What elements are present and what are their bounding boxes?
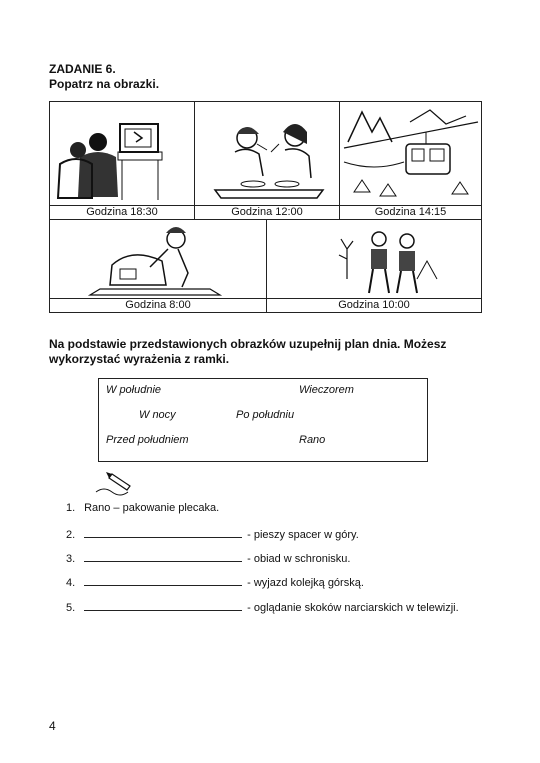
hikers-icon — [267, 219, 481, 299]
pictures-grid — [49, 101, 482, 313]
instruction-text: Na podstawie przedstawionych obrazków uzupełnij plan dnia. Możesz wykorzystać wyrażenia z ramki. — [49, 337, 447, 366]
list-item — [66, 551, 350, 565]
task-title: ZADANIE 6. — [49, 62, 116, 76]
word-box — [98, 378, 428, 462]
answer-blank[interactable] — [84, 600, 242, 611]
task-header — [49, 62, 159, 92]
picture-caption: Godzina 10:00 — [267, 298, 481, 312]
pencil-icon — [92, 466, 142, 496]
tv-watching-icon — [50, 102, 195, 206]
word-box-item: W nocy — [139, 409, 176, 421]
picture-cell-hikers — [267, 219, 481, 312]
page-number: 4 — [49, 719, 56, 733]
word-box-item: Wieczorem — [299, 384, 354, 396]
item-text: Rano – pakowanie plecaka. — [84, 502, 220, 514]
dinner-icon — [195, 102, 340, 206]
item-number: 1. — [66, 502, 76, 514]
picture-caption: Godzina 18:30 — [50, 205, 194, 219]
task-subtitle: Popatrz na obrazki. — [49, 77, 160, 91]
picture-caption: Godzina 12:00 — [195, 205, 339, 219]
item-text: - obiad w schronisku. — [244, 553, 351, 565]
list-item — [66, 600, 459, 614]
answer-blank[interactable] — [84, 551, 242, 562]
picture-caption: Godzina 8:00 — [50, 298, 266, 312]
picture-caption: Godzina 14:15 — [340, 205, 481, 219]
picture-cell-dinner — [195, 102, 340, 219]
item-text: - wyjazd kolejką górską. — [244, 577, 364, 589]
word-box-item: W południe — [106, 384, 162, 396]
packing-backpack-icon — [50, 219, 267, 299]
list-item — [66, 502, 219, 514]
word-box-item: Przed południem — [106, 434, 189, 446]
item-number: 5. — [66, 602, 76, 614]
picture-cell-packing — [50, 219, 267, 312]
cable-car-icon — [340, 102, 481, 206]
answer-blank[interactable] — [84, 575, 242, 586]
item-number: 4. — [66, 577, 76, 589]
item-text: - pieszy spacer w góry. — [244, 529, 359, 541]
pictures-row-bottom — [50, 219, 481, 312]
picture-cell-cable-car — [340, 102, 481, 219]
pictures-row-top — [50, 102, 481, 220]
list-item — [66, 527, 359, 541]
item-number: 2. — [66, 529, 76, 541]
item-number: 3. — [66, 553, 76, 565]
item-text: - oglądanie skoków narciarskich w telewizji. — [244, 602, 459, 614]
list-item — [66, 575, 364, 589]
word-box-item: Po południu — [236, 409, 295, 421]
word-box-item: Rano — [299, 434, 326, 446]
picture-cell-tv — [50, 102, 195, 219]
answer-blank[interactable] — [84, 527, 242, 538]
